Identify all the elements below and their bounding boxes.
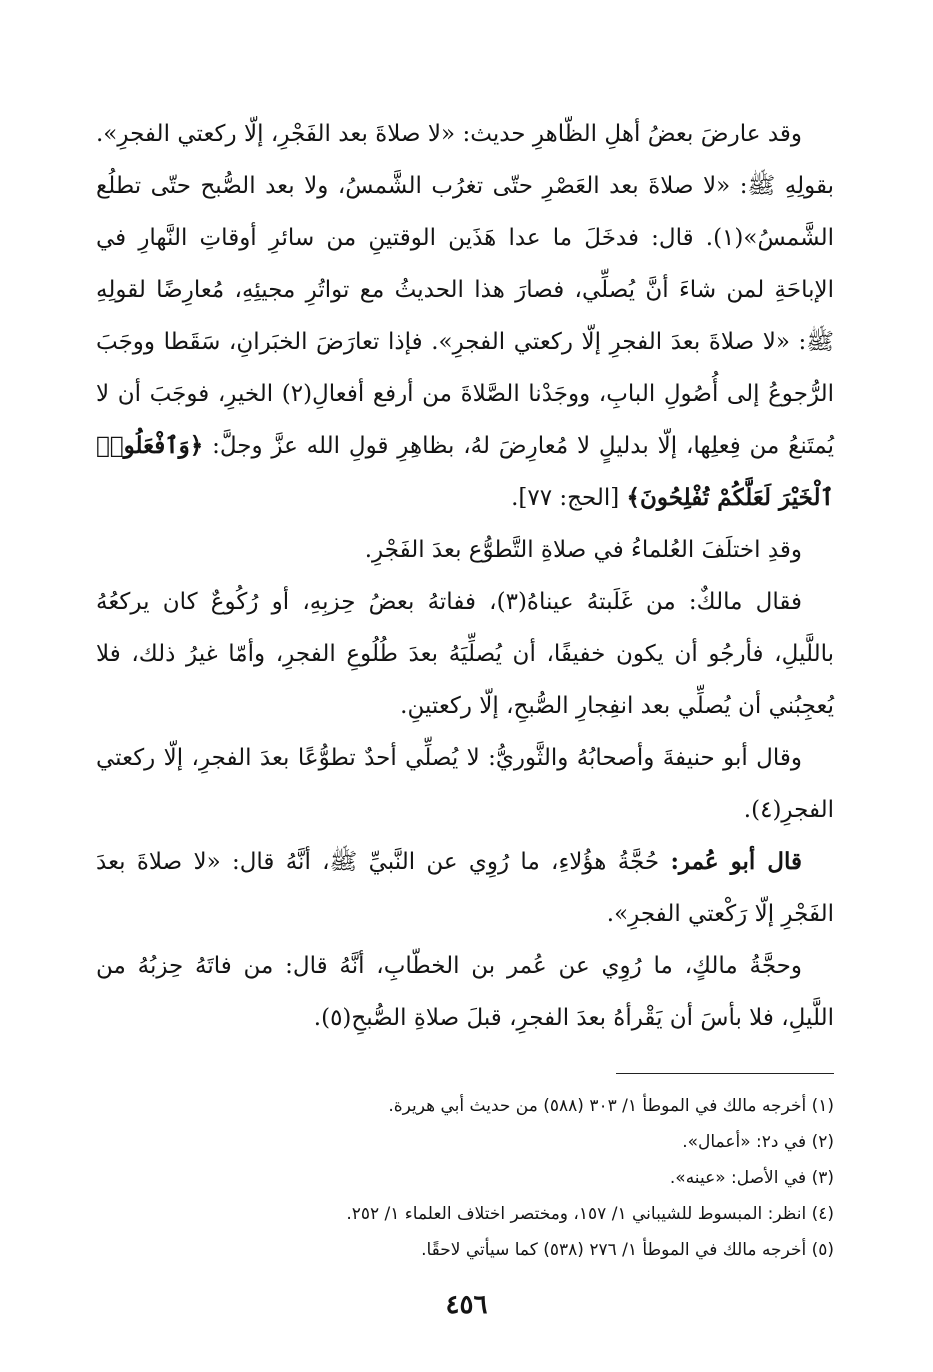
paragraph-2: وقدِ اختلَفَ العُلماءُ في صلاةِ التَّطوُّع بعدَ الفَجْرِ. xyxy=(364,537,802,563)
page-number: ٤٥٦ xyxy=(445,1290,488,1320)
paragraph-5-text: حُجَّةُ هؤُلاءِ، ما رُوِي عن النَّبيِّ ﷺ، أنَّهُ قال: «لا صلاةَ بعدَ الفَجْرِ إلّا رَكْعتي الفجرِ». xyxy=(96,849,834,927)
footnote-4: (٤) انظر: المبسوط للشيباني ١/ ١٥٧، ومختصر اختلاف العلماء ١/ ٢٥٢. xyxy=(346,1204,834,1224)
paragraph-6: وحجَّةُ مالكٍ، ما رُوِي عن عُمر بن الخطّابِ، أنَّهُ قال: من فاتَهُ حِزبُهُ من اللَّيلِ، فلا بأسَ أن يَقْرأهُ بعدَ الفجرِ، قبلَ صلاةِ الصُّبحِ(٥). xyxy=(96,953,834,1031)
footnote-1: (١) أخرجه مالك في الموطأ ١/ ٣٠٣ (٥٨٨) من حديث أبي هريرة. xyxy=(388,1096,834,1116)
footnote-2: (٢) في د٢: «أعمال». xyxy=(682,1132,834,1152)
footnote-3: (٣) في الأصل: «عينه». xyxy=(669,1168,834,1188)
speaker-label: قال أبو عُمر: xyxy=(670,848,803,875)
footnote-5: (٥) أخرجه مالك في الموطأ ١/ ٢٧٦ (٥٣٨) كما سيأتي لاحقًا. xyxy=(421,1240,834,1260)
paragraph-4: وقال أبو حنيفةَ وأصحابُهُ والثَّوريُّ: لا يُصلِّي أحدٌ تطوُّعًا بعدَ الفجرِ، إلّا ركعتي الفجرِ(٤). xyxy=(96,745,834,823)
paragraph-1-text: وقد عارضَ بعضُ أهلِ الظّاهرِ حديث: «لا صلاةَ بعد الفَجْرِ، إلّا ركعتي الفجرِ». بقولِهِ ﷺ: «لا صلاةَ بعد العَصْرِ حتّى تغرُب الشَّمسُ، ولا بعد الصُّبح حتّى تطلُع الشَّمسُ»(١). قال: فدخَلَ ما عدا هَذَين الوقتينِ من سائرِ أوقاتِ النَّهارِ في الإباحَةِ لمن شاءَ أنَّ يُصلِّي، فصارَ هذا الحديثُ مع تواتُرِ مجيئِهِ، مُعارِضًا لقولِهِ ﷺ: «لا صلاةَ بعدَ الفجرِ إلّا ركعتي الفجرِ». فإذا تعارَضَ الخبَرانِ، سَقَطا ووجَبَ الرُّجوعُ إلى أُصُولِ البابِ، ووجَدْنا الصَّلاةَ من أرفع أفعالِ(٢) الخيرِ، فوجَبَ أن لا يُمتَنعُ من فِعلِها، إلّا بدليلٍ لا مُعارِضَ لهُ، بظاهِرِ قولِ الله عزَّ وجلَّ: xyxy=(96,121,834,459)
main-text xyxy=(96,108,834,1044)
quran-reference: [الحج: ٧٧]. xyxy=(511,485,620,511)
quran-verse: ﴿وَٱفْعَلُوا۟ ٱلْخَيْرَ لَعَلَّكُمْ تُفْلِحُونَ﴾ xyxy=(96,432,834,511)
paragraph-3: فقال مالكٌ: من غَلَبتهُ عيناهُ(٣)، ففاتهُ بعضُ حِزبِهِ، أو رُكُوعٌ كان يركعُهُ باللَّيلِ، فأرجُو أن يكون خفيفًا، أن يُصلِّيَهُ بعدَ طُلُوعِ الفجرِ، وأمّا غيرُ ذلك، فلا يُعجِبُني أن يُصلِّي بعد انفِجارِ الصُّبحِ، إلّا ركعتينِ. xyxy=(96,589,834,719)
footnote-separator xyxy=(616,1073,834,1074)
paragraph-1 xyxy=(96,108,834,524)
paragraph-5 xyxy=(96,836,834,940)
footnotes xyxy=(134,1088,834,1268)
